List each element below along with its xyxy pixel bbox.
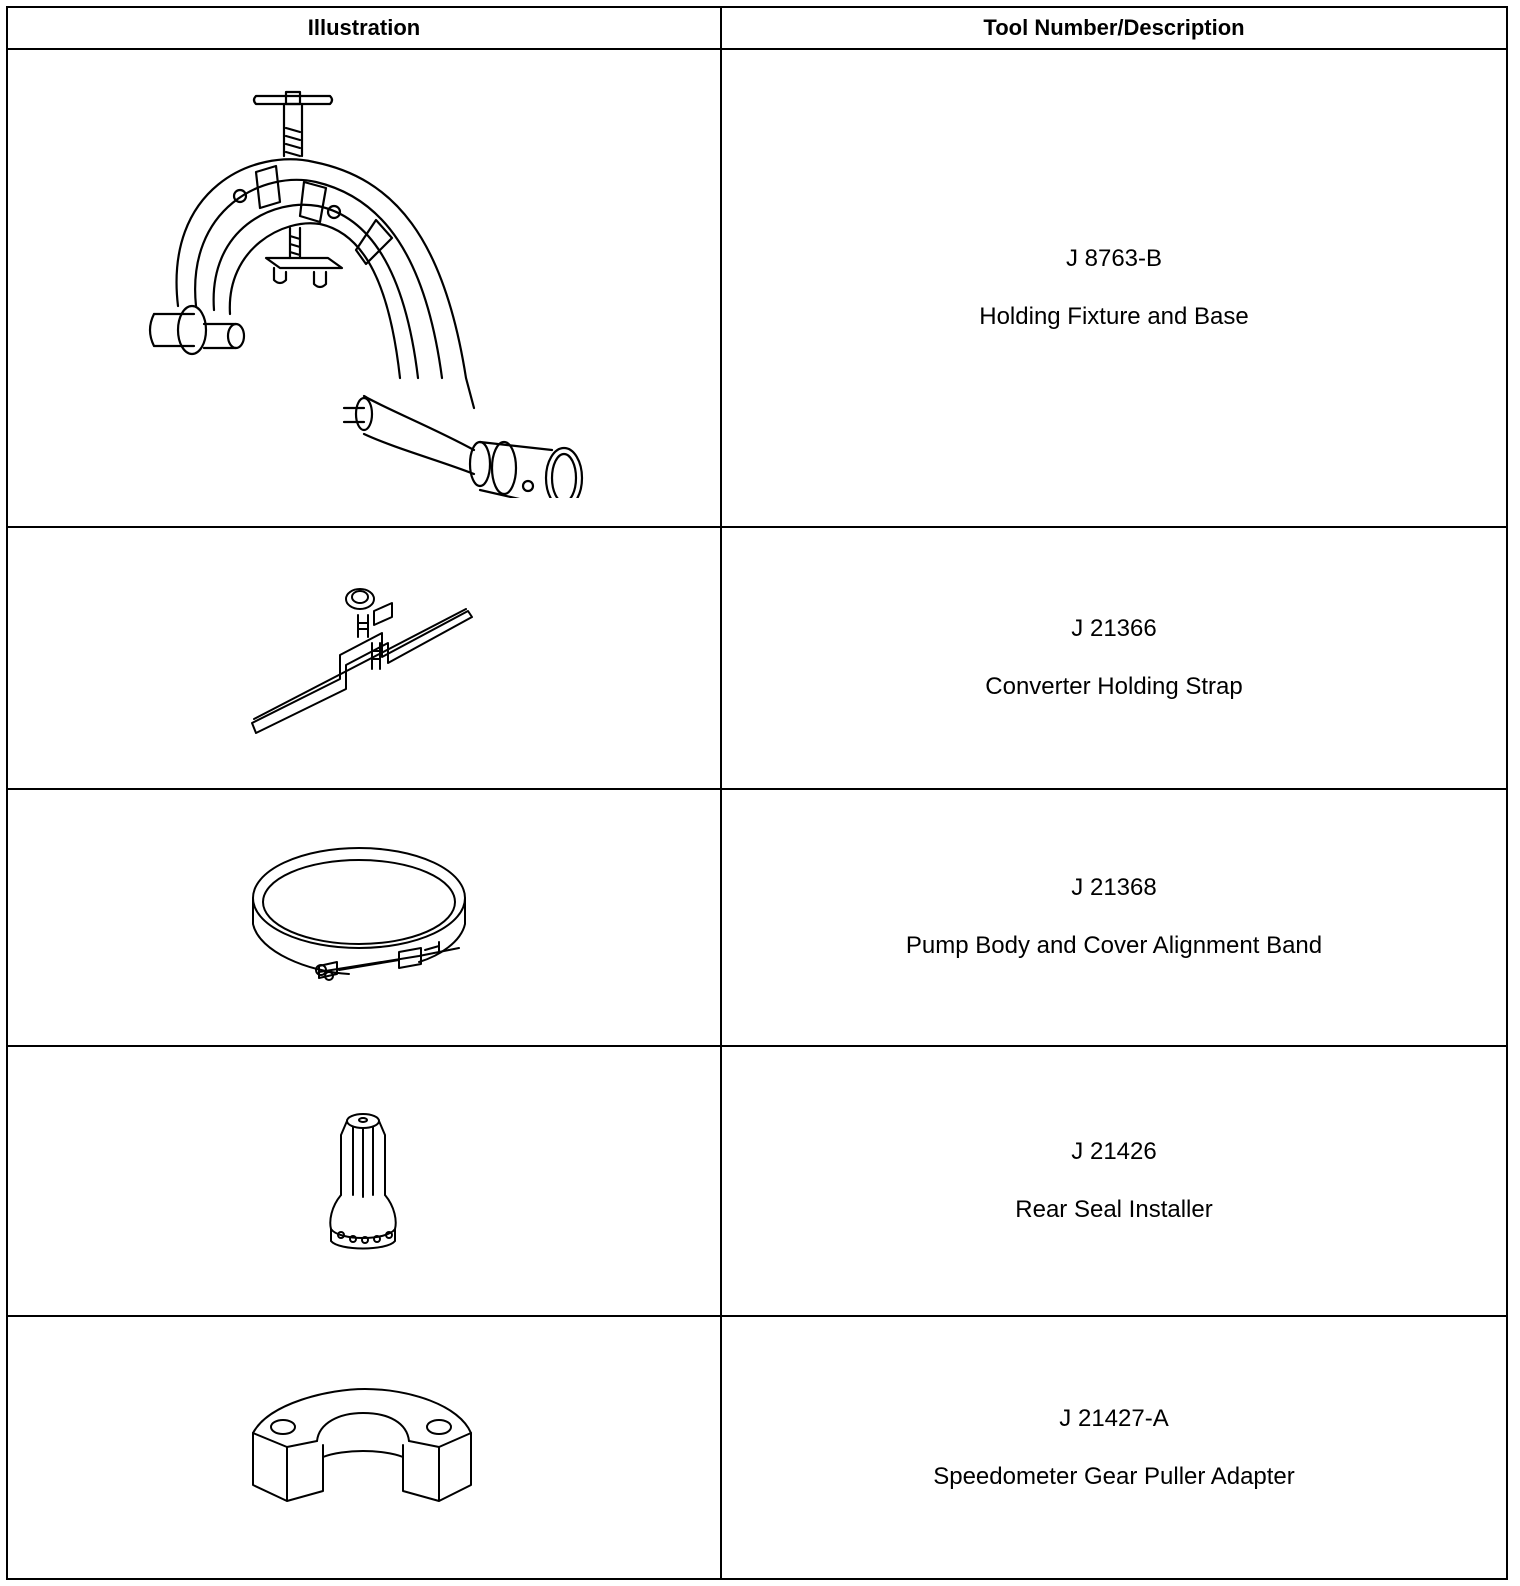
tool-cell [721,49,1507,527]
tool-number: J 21366 [1071,615,1157,643]
tool-cell [721,1316,1507,1579]
tool-number: J 21368 [1071,874,1157,902]
holding-strap-icon [244,573,484,743]
tool-cell [721,527,1507,789]
tool-description: Speedometer Gear Puller Adapter [933,1462,1295,1490]
table-row [7,1046,1507,1317]
illustration-cell [7,527,721,789]
table-row [7,1316,1507,1579]
tool-number: J 8763-B [1065,245,1163,273]
tool-cell [721,1046,1507,1317]
header-tool-number: Tool Number/Description [721,7,1507,49]
tool-description: Pump Body and Cover Alignment Band [905,932,1323,960]
seal-installer-icon [319,1111,409,1251]
illustration-cell [7,49,721,527]
special-tools-table [6,6,1508,1580]
alignment-band-icon [249,842,479,992]
header-illustration: Illustration [7,7,721,49]
illustration-cell [7,1316,721,1579]
table-row [7,789,1507,1046]
header-row [7,7,1507,49]
illustration-cell [7,1046,721,1317]
tool-description: Rear Seal Installer [1015,1195,1213,1223]
holding-fixture-icon [144,78,584,498]
tool-number: J 21427-A [1059,1404,1169,1432]
puller-adapter-icon [249,1383,479,1513]
tool-description: Converter Holding Strap [985,673,1243,701]
table-row [7,527,1507,789]
tool-number: J 21426 [1071,1137,1157,1165]
tool-cell [721,789,1507,1046]
table-row [7,49,1507,527]
tool-description: Holding Fixture and Base [979,303,1249,331]
illustration-cell [7,789,721,1046]
